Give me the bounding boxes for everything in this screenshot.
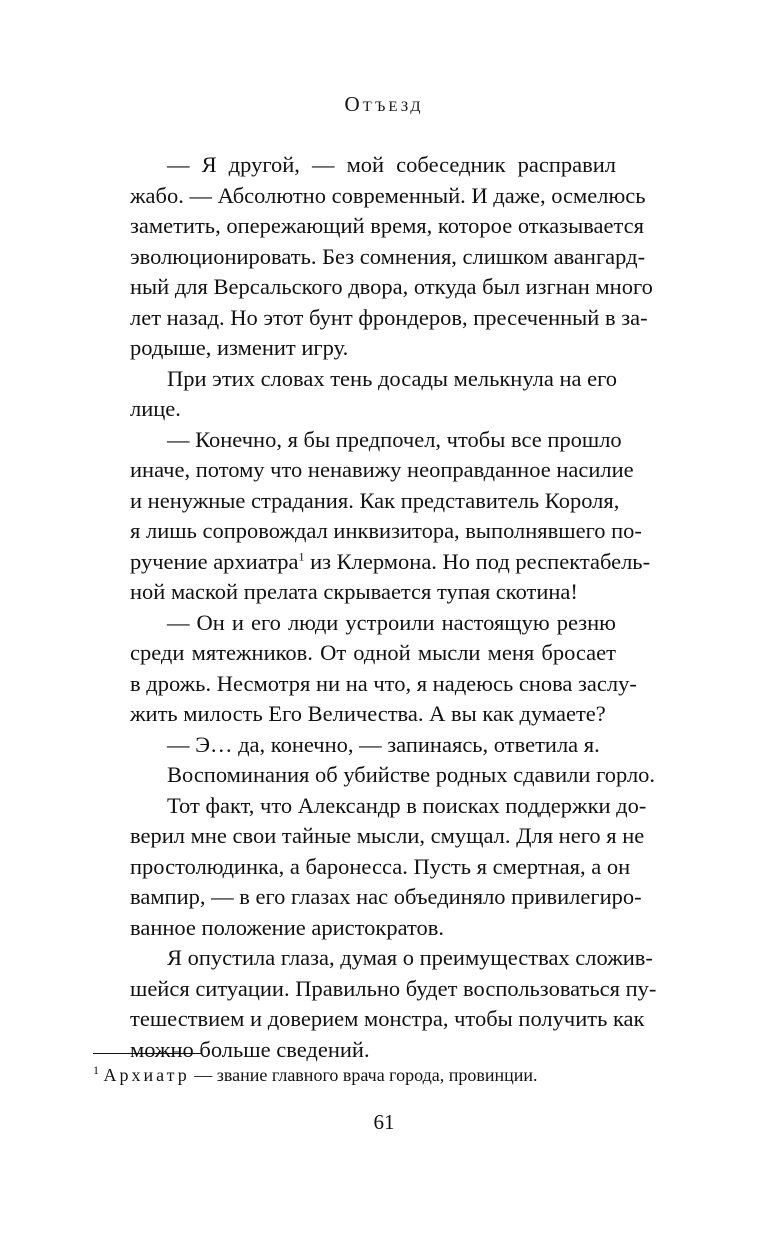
text-line: тешествием и доверием монстра, чтобы получить как [130, 1006, 645, 1031]
text-fragment: из Клермона. Но под респектабель- [304, 548, 651, 574]
body-text [93, 150, 657, 1065]
text-line: лице. [130, 396, 181, 421]
text-line: — Э… да, конечно, — запинаясь, ответила я. [167, 731, 600, 757]
footnote-text: — звание главного врача города, провинции. [189, 1065, 538, 1085]
text-line: ной маской прелата скрывается тупая скотина! [130, 579, 578, 604]
text-line: Воспоминания об убийстве родных сдавили горло. [167, 762, 656, 787]
text-line: можно больше сведений. [130, 1036, 370, 1062]
paragraph [93, 364, 616, 425]
text-line: — Я другой, — мой собеседник расправил [167, 152, 616, 177]
text-line: среди мятежников. От одной мысли меня бросает [130, 640, 616, 665]
page-number: 61 [373, 1110, 395, 1134]
text-line: и ненужные страдания. Как представитель Короля, [130, 487, 620, 513]
text-line: эволюционировать. Без сомнения, слишком авангард- [130, 243, 646, 269]
text-line: Я опустила глаза, думая о преимуществах сложив- [167, 945, 653, 970]
running-title: Отъезд [344, 92, 424, 116]
text-line: — Конечно, я бы предпочел, чтобы все прошло [167, 426, 622, 452]
text-line-with-footnote [93, 547, 651, 578]
text-line: жить милость Его Величества. А вы как думаете? [130, 701, 606, 726]
text-line: — Он и его люди устроили настоящую резню [167, 609, 616, 635]
text-line: я лишь сопровождал инквизитора, выполнявшего по- [130, 518, 642, 543]
text-line: лет назад. Но этот бунт фрондеров, пресеченный в за- [130, 304, 648, 330]
text-fragment: ручение архиатра [130, 548, 299, 574]
text-line: При этих словах тень досады мелькнула на его [167, 365, 618, 391]
footnote-marker: 1 [93, 1063, 99, 1077]
text-line: Тот факт, что Александр в поисках поддержки до- [167, 792, 647, 818]
footnote-reference[interactable]: 1 [298, 549, 305, 563]
text-line: заметить, опережающий время, которое отказывается [130, 213, 644, 238]
paragraph [93, 791, 647, 944]
paragraph [93, 760, 656, 791]
paragraph [93, 608, 637, 730]
text-line: жабо. — Абсолютно современный. И даже, осмелюсь [130, 182, 646, 208]
text-line: простолюдинка, а баронесса. Пусть я смертная, а он [130, 853, 631, 879]
text-line: ванное положение аристократов. [130, 914, 445, 940]
text-line: ный для Версальского двора, откуда был изгнан много [130, 274, 653, 299]
paragraph [93, 425, 651, 608]
text-line: шейся ситуации. Правильно будет воспользоваться пу- [130, 975, 657, 1001]
paragraph [93, 150, 653, 364]
text-line: в дрожь. Несмотря ни на что, я надеюсь снова заслу- [130, 670, 637, 696]
text-line: верил мне свои тайные мысли, смущал. Для него я не [130, 823, 645, 848]
paragraph [93, 730, 616, 761]
footnote-term: Архиатр [103, 1065, 190, 1085]
footnote-divider [93, 1053, 201, 1054]
footnote [93, 1063, 616, 1087]
text-line: иначе, потому что ненавижу неоправданное насилие [130, 457, 634, 482]
paragraph [93, 943, 657, 1065]
text-line: вампир, — в его глазах нас объединяло привилегиро- [130, 884, 642, 909]
text-line: родыше, изменит игру. [130, 335, 349, 360]
